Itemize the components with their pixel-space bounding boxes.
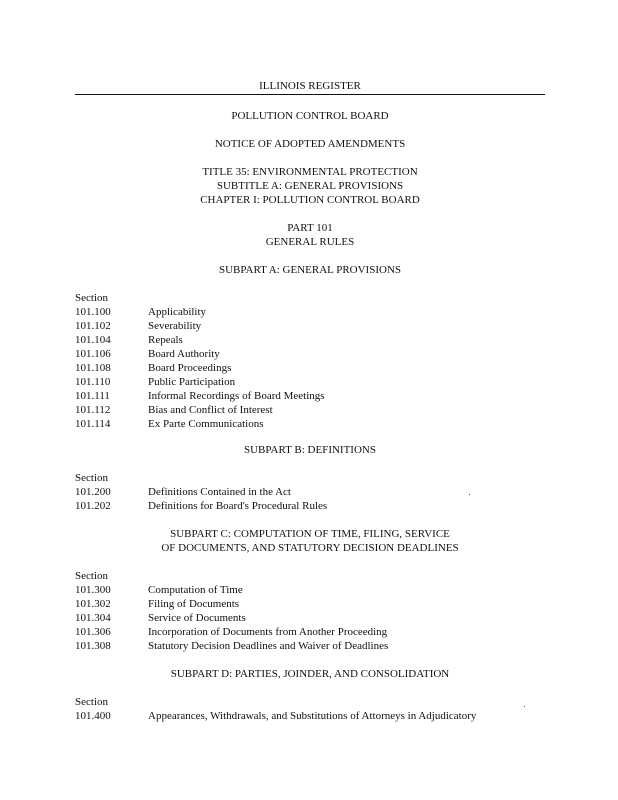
section-number: 101.114 <box>75 418 111 430</box>
section-number: 101.110 <box>75 376 111 388</box>
section-title: Appearances, Withdrawals, and Substitutions of Attorneys in Adjudicatory <box>148 710 477 722</box>
list-item <box>75 361 545 375</box>
list-item <box>75 597 545 611</box>
section-title: Applicability <box>148 306 207 318</box>
list-item <box>75 319 545 333</box>
section-label: Section <box>75 696 108 708</box>
notice-heading: NOTICE OF ADOPTED AMENDMENTS <box>214 138 406 150</box>
scan-speck <box>469 494 470 495</box>
section-number: 101.104 <box>75 334 111 346</box>
list-item <box>75 583 545 597</box>
subpart-c-heading: SUBPART C: COMPUTATION OF TIME, FILING, SERVICE <box>170 528 450 540</box>
list-item <box>75 499 545 513</box>
list-item <box>75 375 545 389</box>
scan-speck <box>524 706 525 707</box>
section-title: Statutory Decision Deadlines and Waiver of Deadlines <box>148 640 389 652</box>
subpart-a-heading: SUBPART A: GENERAL PROVISIONS <box>219 264 401 276</box>
section-number: 101.308 <box>75 640 111 652</box>
title-line: TITLE 35: ENVIRONMENTAL PROTECTION <box>202 166 418 178</box>
list-item <box>75 333 545 347</box>
list-item <box>75 639 545 653</box>
board-name: POLLUTION CONTROL BOARD <box>231 110 389 122</box>
chapter-line: CHAPTER I: POLLUTION CONTROL BOARD <box>200 194 420 206</box>
list-item <box>75 347 545 361</box>
section-number: 101.108 <box>75 362 111 374</box>
section-number: 101.300 <box>75 584 111 596</box>
section-title: Filing of Documents <box>148 598 240 610</box>
subpart-b-heading: SUBPART B: DEFINITIONS <box>244 444 376 456</box>
section-number: 101.100 <box>75 306 111 318</box>
section-number: 101.202 <box>75 500 111 512</box>
register-header: ILLINOIS REGISTER <box>75 80 545 95</box>
list-item <box>75 625 545 639</box>
section-number: 101.111 <box>75 390 110 402</box>
list-item <box>75 305 545 319</box>
list-item <box>75 417 545 431</box>
part-number: PART 101 <box>287 222 333 234</box>
section-title: Severability <box>148 320 202 332</box>
section-label: Section <box>75 570 108 582</box>
section-title: Repeals <box>148 334 183 346</box>
list-item <box>75 389 545 403</box>
section-title: Board Authority <box>148 348 220 360</box>
list-item <box>75 611 545 625</box>
section-title: Computation of Time <box>148 584 243 596</box>
section-label: Section <box>75 472 108 484</box>
subpart-c-heading-cont: OF DOCUMENTS, AND STATUTORY DECISION DEADLINES <box>161 542 459 554</box>
section-label: Section <box>75 292 108 304</box>
section-number: 101.102 <box>75 320 111 332</box>
subtitle-line: SUBTITLE A: GENERAL PROVISIONS <box>216 180 404 192</box>
section-title: Service of Documents <box>148 612 246 624</box>
section-number: 101.306 <box>75 626 111 638</box>
section-title: Incorporation of Documents from Another Proceeding <box>148 626 388 638</box>
section-title: Definitions for Board's Procedural Rules <box>148 500 328 512</box>
section-number: 101.106 <box>75 348 111 360</box>
section-title: Bias and Conflict of Interest <box>148 404 273 416</box>
section-number: 101.200 <box>75 486 111 498</box>
subpart-d-heading: SUBPART D: PARTIES, JOINDER, AND CONSOLIDATION <box>170 668 450 680</box>
section-title: Definitions Contained in the Act <box>148 486 291 498</box>
list-item <box>75 709 545 723</box>
section-title: Informal Recordings of Board Meetings <box>148 390 325 402</box>
section-title: Public Participation <box>148 376 236 388</box>
section-number: 101.400 <box>75 710 111 722</box>
section-number: 101.302 <box>75 598 111 610</box>
list-item <box>75 403 545 417</box>
section-number: 101.112 <box>75 404 111 416</box>
list-item <box>75 485 545 499</box>
section-title: Board Proceedings <box>148 362 232 374</box>
part-title: GENERAL RULES <box>265 236 355 248</box>
section-title: Ex Parte Communications <box>148 418 264 430</box>
section-number: 101.304 <box>75 612 111 624</box>
